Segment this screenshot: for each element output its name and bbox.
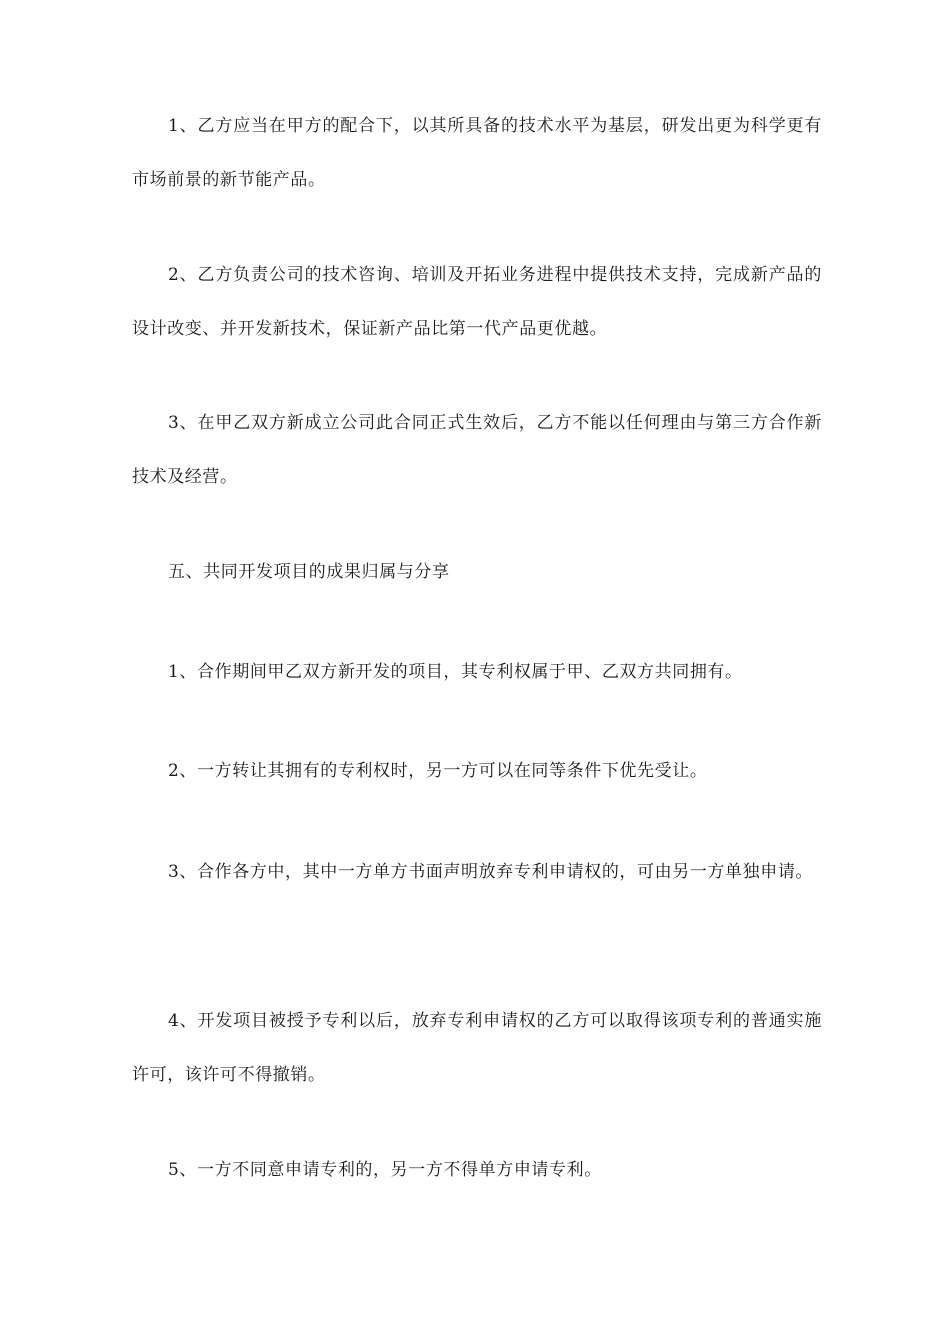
clause-4-item-3: 3、在甲乙双方新成立公司此合同正式生效后，乙方不能以任何理由与第三方合作新技术及经营。 [132, 413, 822, 487]
clause-5-item-3: 3、合作各方中，其中一方单方书面声明放弃专利申请权的，可由另一方单独申请。 [168, 862, 814, 882]
clause-5-item-5: 5、一方不同意申请专利的，另一方不得单方申请专利。 [168, 1160, 602, 1180]
clause-5-item-4: 4、开发项目被授予专利以后，放弃专利申请权的乙方可以取得该项专利的普通实施许可，该许可不得撤销。 [132, 1011, 822, 1085]
section-heading-5: 五、共同开发项目的成果归属与分享 [168, 562, 450, 582]
clause-4-item-2: 2、乙方负责公司的技术咨询、培训及开拓业务进程中提供技术支持，完成新产品的设计改变、并开发新技术，保证新产品比第一代产品更优越。 [132, 265, 822, 339]
clause-4-item-1: 1、乙方应当在甲方的配合下，以其所具备的技术水平为基层，研发出更为科学更有市场前景的新节能产品。 [132, 116, 822, 190]
clause-5-item-2: 2、一方转让其拥有的专利权时，另一方可以在同等条件下优先受让。 [168, 761, 708, 781]
clause-5-item-1: 1、合作期间甲乙双方新开发的项目，其专利权属于甲、乙双方共同拥有。 [168, 662, 743, 682]
